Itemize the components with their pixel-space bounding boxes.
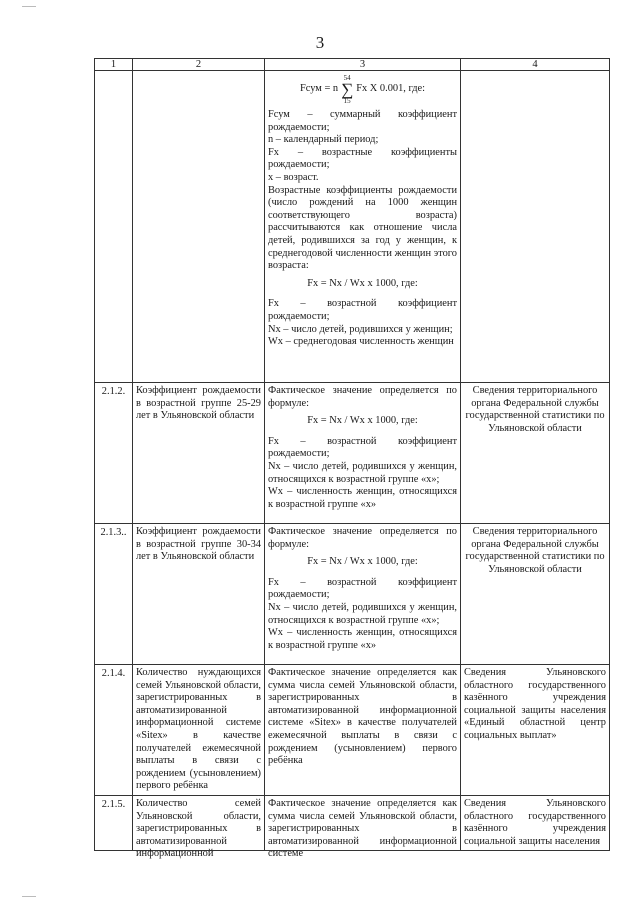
cell-method: Фактическое значение определяется по формуле: Fx = Nx / Wx x 1000, где: Fx – возрастной коэффициент рождаемости; Nx – число детей, родившихся у женщин, относящихся к возрастной группе «x»; Wx – численность женщин, относящихся к возрастной группе «x» [265, 383, 461, 524]
table-row [95, 795, 610, 850]
total-fertility-formula: Fсум = n 54 ∑ 15 Fx X 0.001, где: [299, 74, 426, 105]
cell-method: Фактическое значение определяется как сумма числа семей Ульяновской области, зарегистрированных в автоматизированной информационной системе [265, 795, 461, 850]
cell-source: Сведения территориального органа Федеральной службы государственной статистики по Ульяновской области [461, 524, 610, 665]
cell-number [95, 71, 133, 383]
sigma-sign: 54 ∑ 15 [341, 74, 354, 105]
table-header-row [95, 59, 610, 71]
definition-text: Nx – число детей, родившихся у женщин; [268, 323, 453, 335]
cell-name: Количество нуждающихся семей Ульяновской области, зарегистрированных в автоматизированной информационной системе «Sitex» в качестве получателей ежемесячной выплаты в связи с рождением (усыновлением) первого ребёнка [133, 665, 265, 796]
column-header: 4 [461, 59, 610, 71]
cell-source: Сведения Ульяновского областного государственного казённого учреждения социальной защиты населения «Единый областной центр социальных выплат» [461, 665, 610, 796]
cell-number: 2.1.4. [95, 665, 133, 796]
column-header: 1 [95, 59, 133, 71]
table-row [95, 665, 610, 796]
cell-name [133, 71, 265, 383]
cell-method: Фактическое значение определяется как сумма числа семей Ульяновской области, зарегистрированных в автоматизированной информационной системе «Sitex» в качестве получателей ежемесячной выплаты в связи с рождением (усыновлением) первого ребёнка [265, 665, 461, 796]
cell-name: Коэффициент рождаемости в возрастной группе 25-29 лет в Ульяновской области [133, 383, 265, 524]
column-header: 3 [265, 59, 461, 71]
formula: Fx = Nx / Wx x 1000, где: [307, 415, 418, 427]
cell-number: 2.1.5. [95, 795, 133, 850]
definition-text: x – возраст. [268, 171, 319, 183]
table-row [95, 524, 610, 665]
cell-source: Сведения территориального органа Федеральной службы государственной статистики по Ульяновской области [461, 383, 610, 524]
definition-text: Возрастные коэффициенты рождаемости (число рождений на 1000 женщин соответствующего возраста) рассчитываются как отношение числа детей, родившихся за год у женщин, к среднегодовой численности женщин этого возраста: [268, 184, 457, 272]
definition-text: n – календарный период; [268, 134, 379, 146]
cell-name: Количество семей Ульяновской области, зарегистрированных в автоматизированной информационной [133, 795, 265, 850]
cell-name: Коэффициент рождаемости в возрастной группе 30-34 лет в Ульяновской области [133, 524, 265, 665]
formula: Fx = Nx / Wx x 1000, где: [307, 556, 418, 568]
table-row [95, 71, 610, 383]
formula: Fx = Nx / Wx x 1000, где: [307, 277, 418, 289]
indicator-table [94, 58, 610, 860]
column-header: 2 [133, 59, 265, 71]
cell-number: 2.1.3.. [95, 524, 133, 665]
cell-method [265, 71, 461, 383]
cell-source: Сведения Ульяновского областного государственного казённого учреждения социальной защиты населения [461, 795, 610, 850]
definition-text: Fx – возрастной коэффициент рождаемости; [268, 298, 457, 322]
definition-text: Fx – возрастные коэффициенты рождаемости; [268, 146, 457, 171]
definition-text: Wx – среднегодовая численность женщин [268, 336, 454, 348]
cell-method: Фактическое значение определяется по формуле: Fx = Nx / Wx x 1000, где: Fx – возрастной коэффициент рождаемости; Nx – число детей, родившихся у женщин, относящихся к возрастной группе «x»; Wx – численность женщин, относящихся к возрастной группе «x» [265, 524, 461, 665]
cell-source [461, 71, 610, 383]
scan-mark [22, 896, 36, 897]
definition-text: Fсум – суммарный коэффициент рождаемости; [268, 109, 457, 133]
page-number: 3 [315, 33, 325, 52]
scan-mark [22, 6, 36, 7]
table-row [95, 383, 610, 524]
cell-number: 2.1.2. [95, 383, 133, 524]
